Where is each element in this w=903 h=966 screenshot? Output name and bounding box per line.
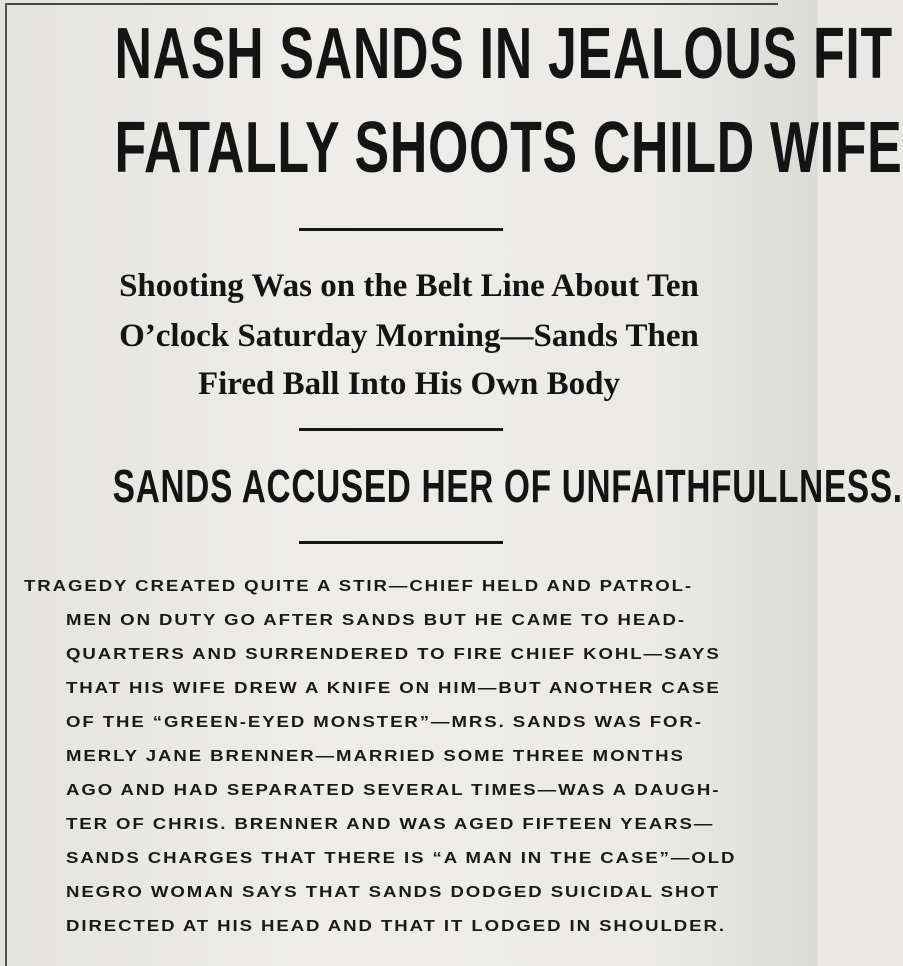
summary-line: AGO AND HAD SEPARATED SEVERAL TIMES—WAS A DAUGH- bbox=[66, 782, 721, 799]
divider-rule-3 bbox=[299, 541, 503, 544]
deck-line-3: Fired Ball Into His Own Body bbox=[197, 366, 621, 402]
headline-line-1: NASH SANDS IN JEALOUS FIT bbox=[114, 14, 893, 94]
divider-rule-2 bbox=[299, 428, 503, 431]
summary-line: TER OF CHRIS. BRENNER AND WAS AGED FIFTEEN YEARS— bbox=[66, 816, 715, 833]
summary-line: TRAGEDY CREATED QUITE A STIR—CHIEF HELD AND PATROL- bbox=[24, 578, 694, 595]
headline-line-2: FATALLY SHOOTS CHILD WIFE bbox=[114, 108, 903, 188]
left-border-rule bbox=[5, 3, 7, 966]
summary-line: DIRECTED AT HIS HEAD AND THAT IT LODGED IN SHOULDER. bbox=[66, 918, 726, 935]
summary-line: NEGRO WOMAN SAYS THAT SANDS DODGED SUICIDAL SHOT bbox=[66, 884, 720, 901]
summary-line: MERLY JANE BRENNER—MARRIED SOME THREE MONTHS bbox=[66, 748, 685, 765]
subheadline: SANDS ACCUSED HER OF UNFAITHFULLNESS. bbox=[112, 460, 903, 512]
summary-line: MEN ON DUTY GO AFTER SANDS BUT HE CAME TO HEAD- bbox=[66, 612, 687, 629]
summary-line: THAT HIS WIFE DREW A KNIFE ON HIM—BUT ANOTHER CASE bbox=[66, 680, 721, 697]
deck-line-1: Shooting Was on the Belt Line About Ten bbox=[119, 268, 699, 304]
summary-line: SANDS CHARGES THAT THERE IS “A MAN IN THE CASE”—OLD bbox=[66, 850, 737, 867]
summary-line: QUARTERS AND SURRENDERED TO FIRE CHIEF KOHL—SAYS bbox=[66, 646, 721, 663]
divider-rule-1 bbox=[299, 228, 503, 231]
summary-line: OF THE “GREEN-EYED MONSTER”—MRS. SANDS WAS FOR- bbox=[66, 714, 703, 731]
top-border-rule bbox=[6, 3, 778, 5]
deck-line-2: O’clock Saturday Morning—Sands Then bbox=[119, 318, 699, 354]
